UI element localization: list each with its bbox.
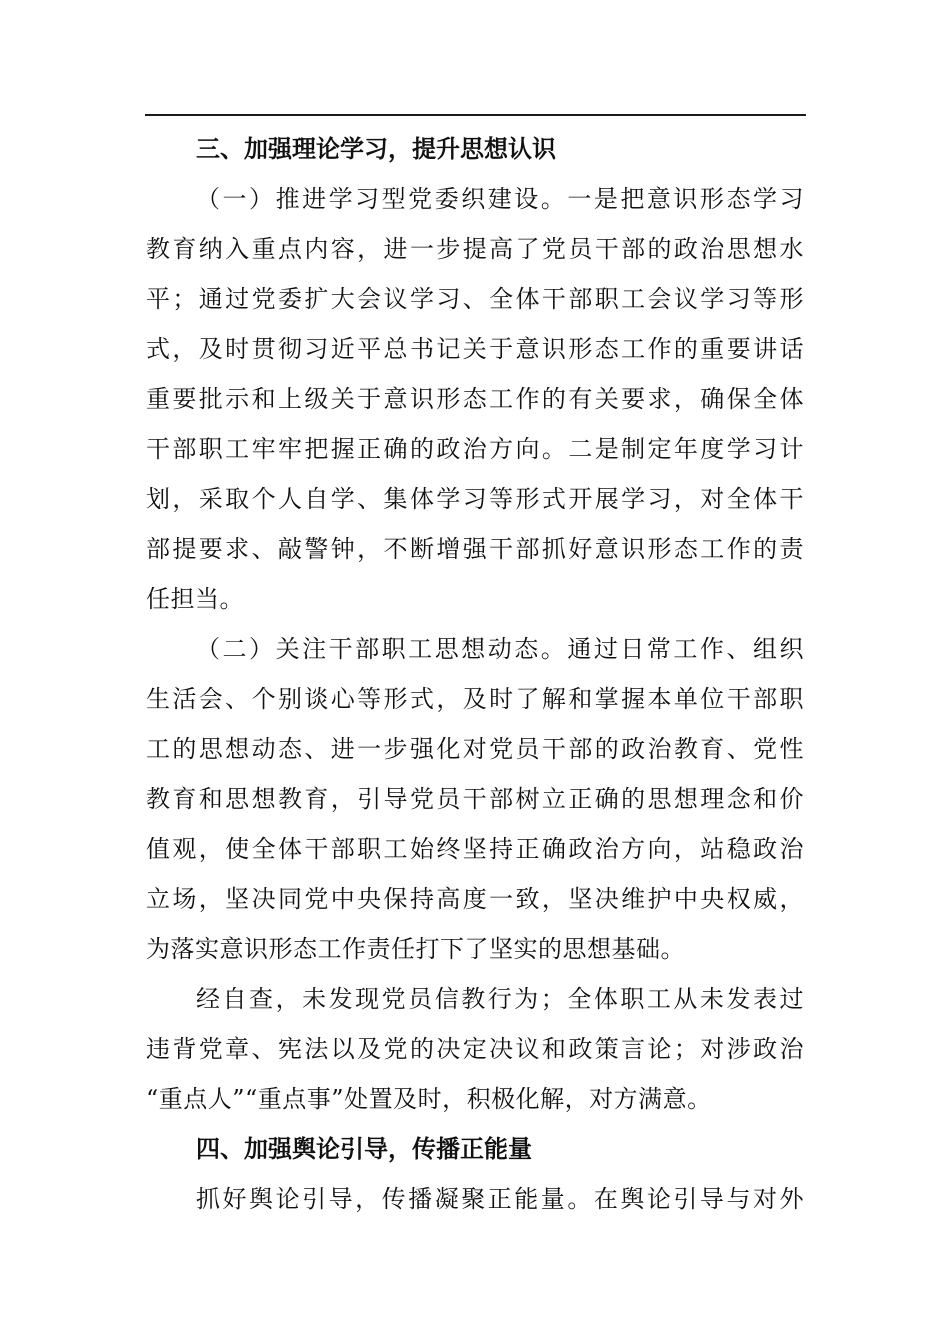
text-line: “重点人”“重点事”处置及时，积极化解，对方满意。 bbox=[146, 1085, 712, 1113]
section-3-paragraph-2 bbox=[146, 624, 804, 974]
section-3-heading: 三、加强理论学习，提升思想认识 bbox=[196, 135, 556, 163]
text-line: 教育纳入重点内容，进一步提高了党员干部的政治思想水 bbox=[146, 235, 804, 263]
document-body bbox=[146, 124, 804, 1224]
text-line: 工的思想动态、进一步强化对党员干部的政治教育、党性 bbox=[146, 735, 804, 763]
text-line: （一）推进学习型党委织建设。一是把意识形态学习 bbox=[196, 185, 804, 213]
text-line: 重要批示和上级关于意识形态工作的有关要求，确保全体 bbox=[146, 385, 804, 413]
section-3-paragraph-3 bbox=[146, 974, 804, 1124]
text-line: 划，采取个人自学、集体学习等形式开展学习，对全体干 bbox=[146, 485, 804, 513]
text-line: （二）关注干部职工思想动态。通过日常工作、组织 bbox=[196, 635, 804, 663]
section-4-heading: 四、加强舆论引导，传播正能量 bbox=[196, 1135, 532, 1163]
header-rule bbox=[145, 114, 806, 116]
text-line: 抓好舆论引导，传播凝聚正能量。在舆论引导与对外 bbox=[196, 1185, 804, 1213]
text-line: 式，及时贯彻习近平总书记关于意识形态工作的重要讲话 bbox=[146, 335, 804, 363]
text-line: 经自查，未发现党员信教行为；全体职工从未发表过 bbox=[196, 985, 804, 1013]
section-3-paragraph-1 bbox=[146, 174, 804, 624]
text-line: 教育和思想教育，引导党员干部树立正确的思想理念和价 bbox=[146, 785, 804, 813]
text-line: 为落实意识形态工作责任打下了坚实的思想基础。 bbox=[146, 935, 685, 963]
text-line: 任担当。 bbox=[146, 585, 244, 613]
text-line: 生活会、个别谈心等形式，及时了解和掌握本单位干部职 bbox=[146, 685, 804, 713]
text-line: 立场，坚决同党中央保持高度一致，坚决维护中央权威， bbox=[146, 885, 804, 913]
text-line: 违背党章、宪法以及党的决定决议和政策言论；对涉政治 bbox=[146, 1035, 804, 1063]
text-line: 干部职工牢牢把握正确的政治方向。二是制定年度学习计 bbox=[146, 435, 804, 463]
text-line: 平；通过党委扩大会议学习、全体干部职工会议学习等形 bbox=[146, 285, 804, 313]
text-line: 部提要求、敲警钟，不断增强干部抓好意识形态工作的责 bbox=[146, 535, 804, 563]
text-line: 值观，使全体干部职工始终坚持正确政治方向，站稳政治 bbox=[146, 835, 804, 863]
section-4-paragraph-1 bbox=[146, 1174, 804, 1224]
